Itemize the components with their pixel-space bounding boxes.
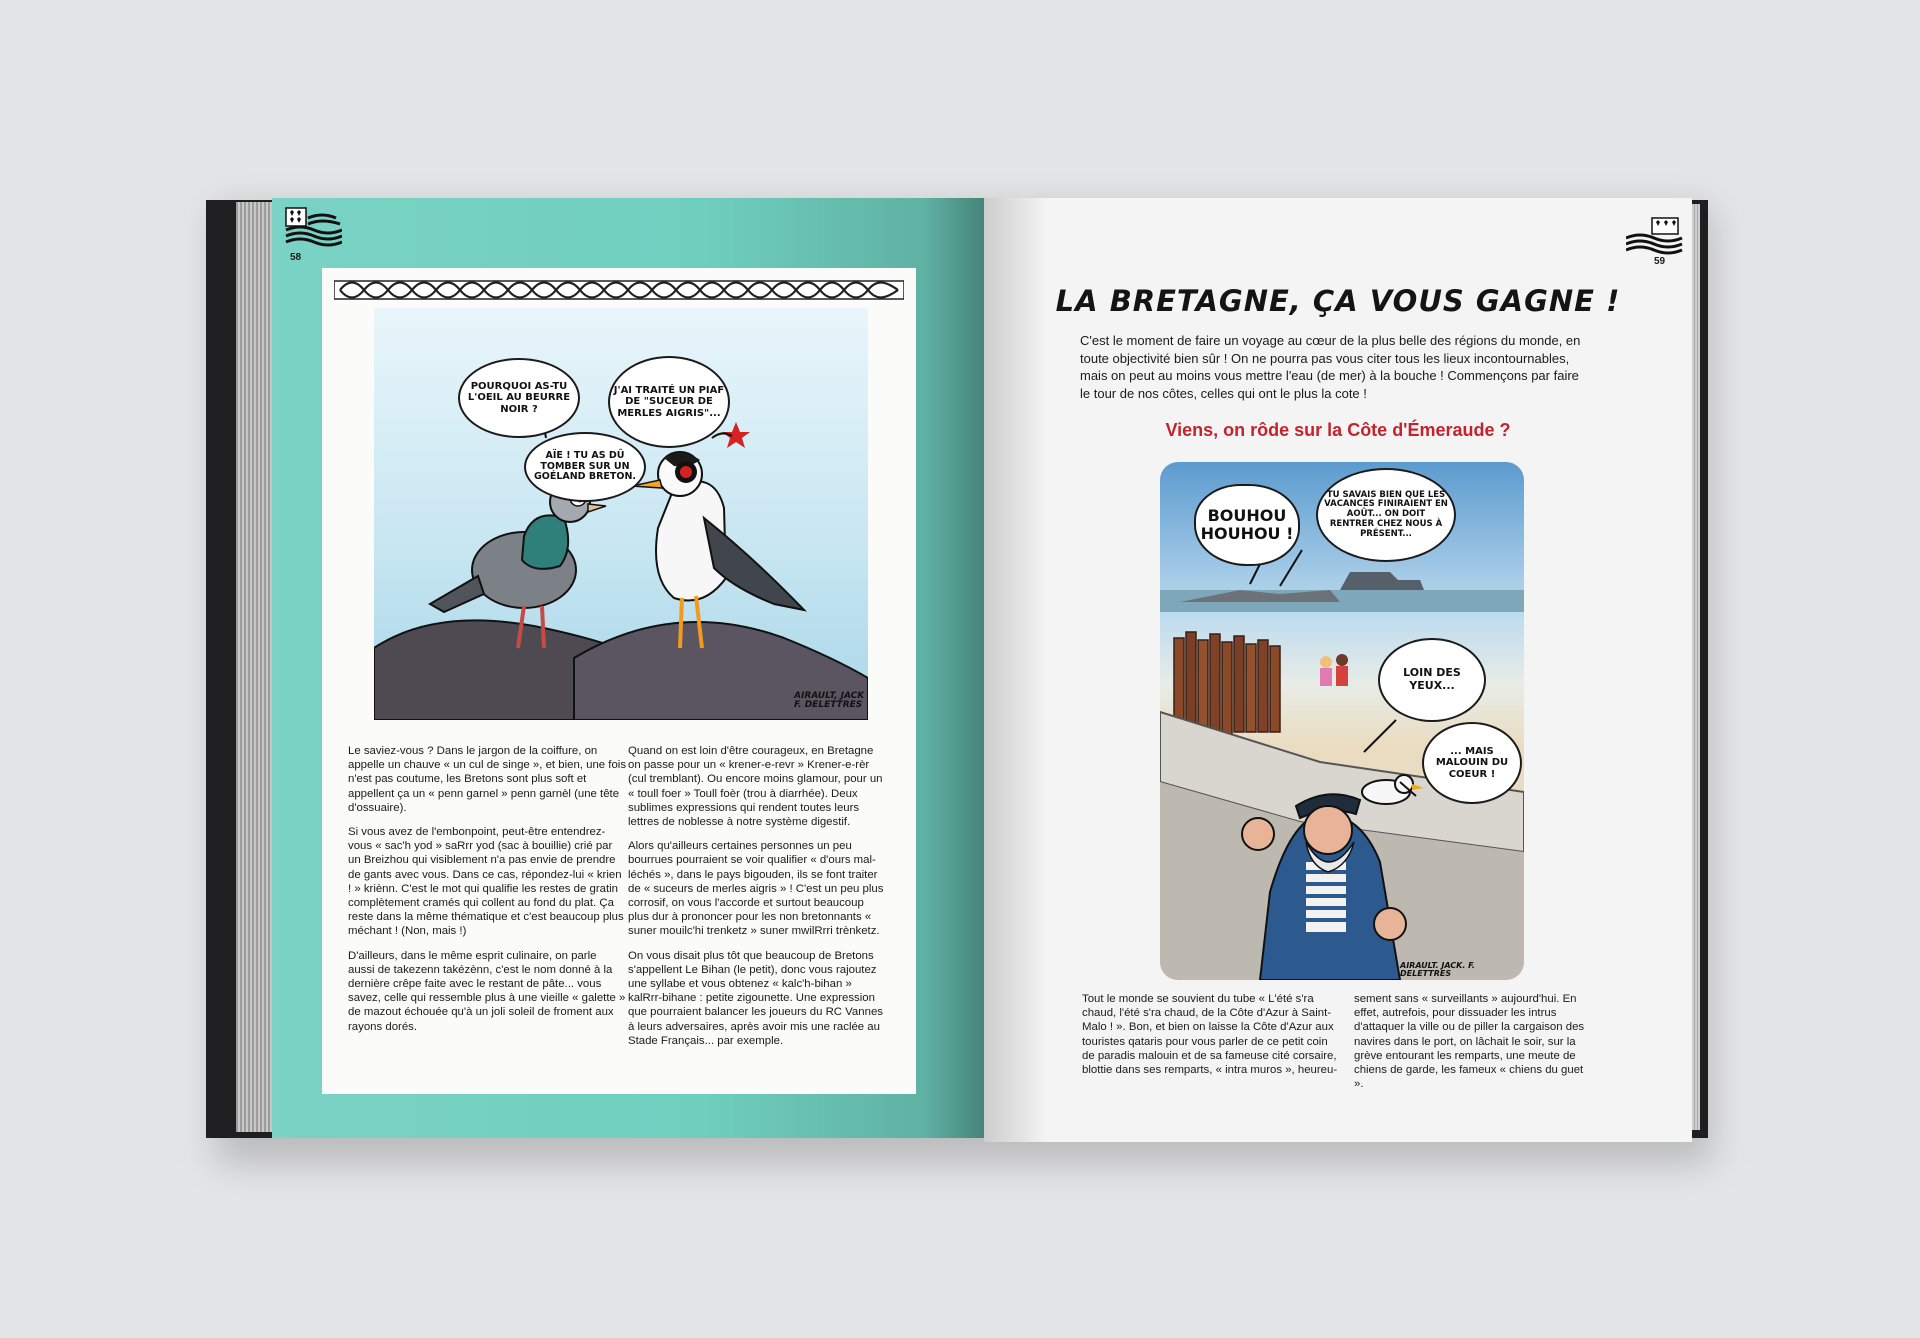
speech-bubble: J'AI TRAITÉ UN PIAF DE "SUCEUR DE MERLES AIGRIS"... <box>608 356 730 448</box>
artist-signature: AIRAULT. JACK. F. DELETTRES <box>1400 961 1475 979</box>
paragraph: Quand on est loin d'être courageux, en Bretagne on passe pour un « krener-e-revr » Krener-e-rèr (cul tremblant). Ou encore moins glamour, pour un « toull foer » Toull foèr (trou à diarrhée). Deux sublimes expressions qui rendent toutes leurs lettres de noblesse à notre système digestif. <box>628 745 883 829</box>
left-column-1 <box>348 744 626 1044</box>
breton-flag-icon <box>1626 216 1684 256</box>
paragraph: On vous disait plus tôt que beaucoup de Bretons s'appellent Le Bihan (le petit), donc vous rajoutez une syllabe et vous obtenez « kalc'h-bihan » kalRrr-bihane : petite zigounette. Une expression que pourraient balancer les joueurs du RC Vannes à leurs adversaires, après avoir mis une raclée au Stade Français... par exemple. <box>628 949 883 1047</box>
bird-cartoon <box>374 308 868 720</box>
left-page <box>272 198 984 1138</box>
speech-bubble: AÏE ! TU AS DÛ TOMBER SUR UN GOÉLAND BRETON. <box>524 432 646 502</box>
page-number: 59 <box>1654 256 1666 267</box>
speech-bubble: TU SAVAIS BIEN QUE LES VACANCES FINIRAIENT EN AOÛT... ON DOIT RENTRER CHEZ NOUS À PRÉSENT... <box>1316 468 1456 562</box>
gutter-shadow <box>924 198 984 1138</box>
article-panel <box>322 268 916 1094</box>
paragraph: Tout le monde se souvient du tube « L'été s'ra chaud, l'été s'ra chaud, de la Côte d'Azur à Saint-Malo ! ». Bon, et bien on laisse la Côte d'Azur aux touristes qataris pour vous parler de ce petit coin de paradis malouin et de sa fameuse cité corsaire, blottie dans ses remparts, « intra muros », heureu- <box>1082 993 1338 1077</box>
couple-illustration <box>1320 654 1348 686</box>
signature-line: AIRAULT, JACK <box>794 691 865 701</box>
wooden-posts-illustration <box>1174 632 1280 734</box>
paragraph: D'ailleurs, dans le même esprit culinaire, on parle aussi de takezenn takézènn, c'est le nom donné à la dernière crêpe faite avec le restant de pâte... vous savez, celle qui ressemble plus à une vieille « galette » de mazout échouée qu'à un joli soleil de froment aux rayons dorés. <box>348 949 626 1033</box>
paragraph: Alors qu'ailleurs certaines personnes un peu bourrues pourraient se voir qualifier « d'ours mal-léchés », dans le pays bigouden, ils se font traiter de « suceurs de merles aigris » ! C'est un peu plus corrosif, on vous l'accorde et surtout beaucoup plus dur à prononcer pour les non bretonnants « suner mouilc'hi trenketz » suner mwilRrri trènketz. <box>628 840 884 938</box>
celtic-border-ornament <box>334 280 904 300</box>
beach-cartoon <box>1160 462 1524 980</box>
speech-bubble: BOUHOU HOUHOU ! <box>1194 484 1300 566</box>
paragraph: Si vous avez de l'embonpoint, peut-être entendrez-vous « sac'h yod » saRrr yod (sac à bouillie) crié par un Breizhou qui visiblement n'a pas envie de prendre de gants avec vous. Dans ce cas, répondez-lui « krien ! » kriènn. C'est le mot qui qualifie les restes de gratin complètement cramés qui collent au fond du plat. Ça reste dans la même thématique et c'est beaucoup plus méchant ! (Non, mais !) <box>348 826 624 938</box>
cartoon-drawing <box>374 308 868 720</box>
section-subtitle: Viens, on rôde sur la Côte d'Émeraude ? <box>1165 420 1511 440</box>
page-edges-left <box>236 202 276 1132</box>
speech-bubble: ... MAIS MALOUIN DU COEUR ! <box>1422 722 1522 804</box>
speech-bubble: LOIN DES YEUX... <box>1378 638 1486 722</box>
breton-flag-icon <box>284 204 342 248</box>
right-page <box>984 198 1692 1142</box>
paragraph: sement sans « surveillants » aujourd'hui. En effet, autrefois, pour dissuader les intrus d'attaquer la ville ou de piller la cargaison des navires dans le port, on lâchait le soir, sur la grève entourant les remparts, une meute de chiens de garde, les fameux « chiens du guet ». <box>1354 993 1585 1091</box>
page-title: LA BRETAGNE, ÇA VOUS GAGNE ! <box>1055 284 1621 318</box>
right-column-2 <box>1354 992 1594 1101</box>
seagull-illustration <box>632 422 804 648</box>
speech-bubble: POURQUOI AS-TU L'OEIL AU BEURRE NOIR ? <box>458 358 580 438</box>
paragraph: Le saviez-vous ? Dans le jargon de la coiffure, on appelle un chauve « un cul de singe », et bien, une fois n'est pas coutume, les Bretons sont plus soft et appellent ça un « penn garnel » penn garnèl (une tête d'ossuaire). <box>348 745 627 814</box>
signature-line: F. DELETTRES <box>794 700 863 711</box>
intro-paragraph: C'est le moment de faire un voyage au cœur de la plus belle des régions du monde, en toute objectivité bien sûr ! On ne pourra pas vous citer tous les lieux incontournables, mais on peut au moins vous mettre l'eau (de mer) à la bouche ! Commençons par faire le tour de nos côtes, celles qui ont le plus la cote ! <box>1080 333 1581 401</box>
right-column-1 <box>1082 992 1340 1087</box>
artist-signature <box>794 692 864 711</box>
page-number: 58 <box>290 252 302 263</box>
left-column-2 <box>628 744 886 1058</box>
